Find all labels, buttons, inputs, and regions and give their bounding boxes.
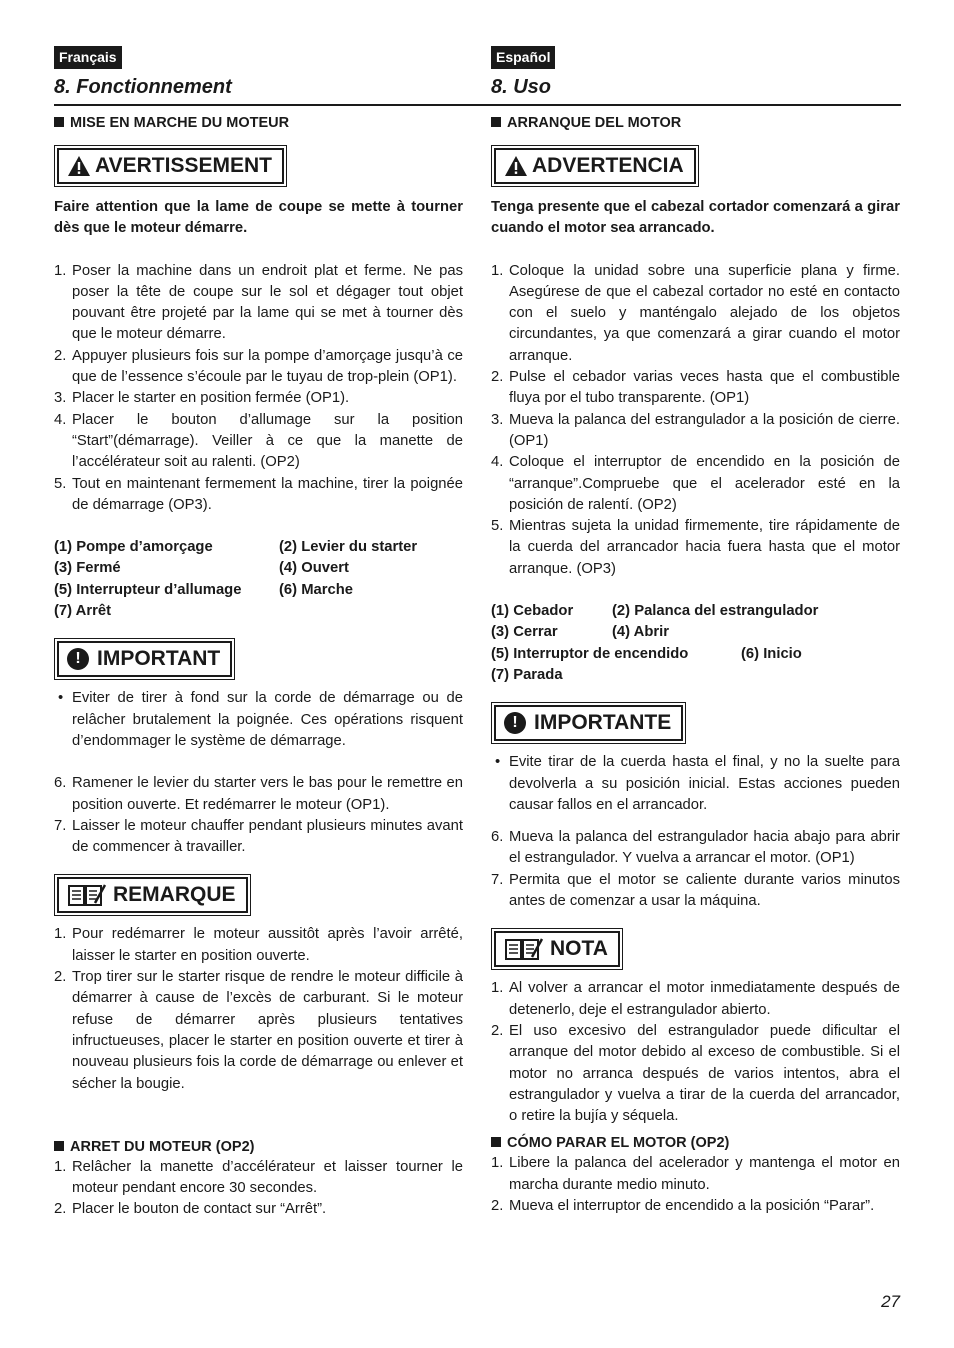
notebook-icon	[67, 883, 107, 907]
subsection-heading: ARRET DU MOTEUR (OP2)	[54, 1137, 463, 1157]
notes-list	[54, 924, 463, 1094]
start-steps-list	[491, 261, 900, 580]
square-bullet-icon	[491, 117, 501, 127]
list-item: 5. Tout en maintenant fermement la machine, tirer la poignée de démarrage (OP3).	[54, 475, 463, 513]
list-item: 1. Relâcher la manette d’accélérateur et laisser tourner le moteur pendant encore 30 secondes.	[54, 1158, 463, 1197]
page-number: 27	[881, 1292, 900, 1311]
list-item: 2. Placer le bouton de contact sur “Arrêt”.	[54, 1201, 327, 1218]
list-item: 1. Al volver a arrancar el motor inmediatamente después de detenerlo, deje el estrangulador abierto.	[491, 980, 900, 1018]
square-bullet-icon	[54, 117, 64, 127]
warning-badge: AVERTISSEMENT	[54, 145, 287, 187]
list-item: 6. Ramener le levier du starter vers le bas pour le remettre en position ouverte. Et redémarrer le moteur (OP1).	[54, 775, 463, 813]
list-item: 1. Coloque la unidad sobre una superficie plana y firme. Asegúrese de que el cabezal cortador no esté en contacto con el suelo y manténgalo alejado de los objetos circundantes, ya que comenzará a girar cuando el motor arranque.	[491, 262, 900, 364]
exclamation-icon: !	[67, 648, 89, 670]
list-item: 4. Coloque el interruptor de encendido en la posición de “arranque”.Compruebe que el acelerador esté en la posición de ralentí. (OP2)	[491, 454, 900, 513]
stop-steps-list	[491, 1153, 900, 1217]
list-item: 2. El uso excesivo del estrangulador puede dificultar el arranque del motor debido al exceso de combustible. Si el motor no arranca después de varios intentos, abra el estrangulador y vuelva a tirar de la cuerda del arrancador, o retire la bujía y séquela.	[491, 1022, 900, 1125]
square-bullet-icon	[54, 1141, 64, 1151]
note-badge: REMARQUE	[54, 874, 251, 916]
section-title: 8. Uso	[491, 76, 552, 98]
list-item: 7. Laisser le moteur chauffer pendant plusieurs minutes avant de commencer à travailler.	[54, 817, 463, 856]
list-item: 2. Trop tirer sur le starter risque de rendre le moteur difficile à démarrer à cause de l’excès de carburant. Si le moteur refuse de démarrer après plusieurs tentatives infructueuses, placer le starter en position ouverte et tirer à nouveau plusieurs fois la corde de démarrage ou enlever et sécher la bougie.	[54, 969, 463, 1092]
list-item: 3. Mueva la palanca del estrangulador a la posición de cierre. (OP1)	[491, 411, 900, 449]
warning-text: Tenga presente que el cabezal cortador comenzará a girar cuando el motor sea arrancado.	[491, 199, 900, 237]
list-item: 2. Appuyer plusieurs fois sur la pompe d’amorçage jusqu’à ce que de l’essence s’écoule par le tuyau de trop-plein (OP1).	[54, 347, 463, 386]
important-list	[54, 688, 463, 752]
list-item: • Eviter de tirer à fond sur la corde de démarrage ou de relâcher brutalement la poignée. Ces opérations risquent d’endommager le système de démarrage.	[54, 688, 463, 752]
subsection-heading: CÓMO PARAR EL MOTOR (OP2)	[491, 1133, 900, 1153]
warning-text: Faire attention que la lame de coupe se mette à tourner dès que le moteur démarre.	[54, 199, 463, 237]
notes-list	[491, 978, 900, 1127]
warmup-steps-list	[491, 827, 900, 912]
warning-triangle-icon	[67, 155, 91, 177]
parts-legend: (1) Pompe d’amorçage (2) Levier du starter (3) Fermé (4) Ouvert (5) Interrupteur d’allumage (6) Marche (7) Arrêt	[54, 539, 418, 620]
parts-legend: (1) Cebador (2) Palanca del estrangulador (3) Cerrar (4) Abrir (5) Interruptor de encendido (6) Inicio (7) Parada	[491, 603, 819, 683]
important-list	[491, 752, 900, 816]
list-item: 2. Pulse el cebador varias veces hasta que el combustible fluya por el tubo transparente. (OP1)	[491, 369, 900, 407]
list-item: 1. Poser la machine dans un endroit plat et ferme. Ne pas poser la tête de coupe sur le sol et dégager tout objet pouvant être projeté par la lame qui se met à tourner dès que le moteur démarre.	[54, 262, 463, 343]
spanish-column	[491, 46, 900, 1217]
list-item: 6. Mueva la palanca del estrangulador hacia abajo para abrir el estrangulador. Y vuelva a arrancar el motor. (OP1)	[491, 829, 900, 867]
subsection-heading: ARRANQUE DEL MOTOR	[491, 113, 900, 133]
list-item: 2. Mueva el interruptor de encendido a la posición “Parar”.	[491, 1197, 875, 1214]
language-tag: Français	[54, 46, 122, 69]
stop-steps-list	[54, 1157, 463, 1221]
start-steps-list	[54, 261, 463, 517]
list-item: 3. Placer le starter en position fermée (OP1).	[54, 390, 350, 407]
warning-badge: ADVERTENCIA	[491, 145, 699, 187]
warmup-steps-list	[54, 773, 463, 858]
list-item: • Evite tirar de la cuerda hasta el final, y no la suelte para devolverla a su posición inicial. Estas acciones pueden causar fallos en el arrancador.	[491, 752, 900, 816]
language-tag: Español	[491, 46, 555, 69]
section-title: 8. Fonctionnement	[54, 76, 232, 98]
list-item: 1. Libere la palanca del acelerador y mantenga el motor en marcha durante medio minuto.	[491, 1155, 900, 1193]
square-bullet-icon	[491, 1137, 501, 1147]
list-item: 5. Mientras sujeta la unidad firmemente, tire rápidamente de la cuerda del arrancador hacia fuera hasta que el motor arranque. (OP3)	[491, 518, 900, 577]
subsection-heading: MISE EN MARCHE DU MOTEUR	[54, 113, 463, 133]
list-item: 1. Pour redémarrer le moteur aussitôt après l’avoir arrêté, laisser le starter en position ouverte.	[54, 926, 463, 964]
list-item: 4. Placer le bouton d’allumage sur la position “Start”(démarrage). Veiller à ce que la manette de l’accélérateur soit au ralenti. (OP2)	[54, 411, 463, 471]
note-badge: NOTA	[491, 928, 623, 970]
important-badge: ! IMPORTANTE	[491, 702, 686, 744]
important-badge: ! IMPORTANT	[54, 638, 235, 680]
list-item: 7. Permita que el motor se caliente durante varios minutos antes de comenzar a usar la máquina.	[491, 871, 900, 910]
exclamation-icon: !	[504, 712, 526, 734]
warning-triangle-icon	[504, 155, 528, 177]
french-column	[54, 46, 463, 1221]
notebook-icon	[504, 937, 544, 961]
